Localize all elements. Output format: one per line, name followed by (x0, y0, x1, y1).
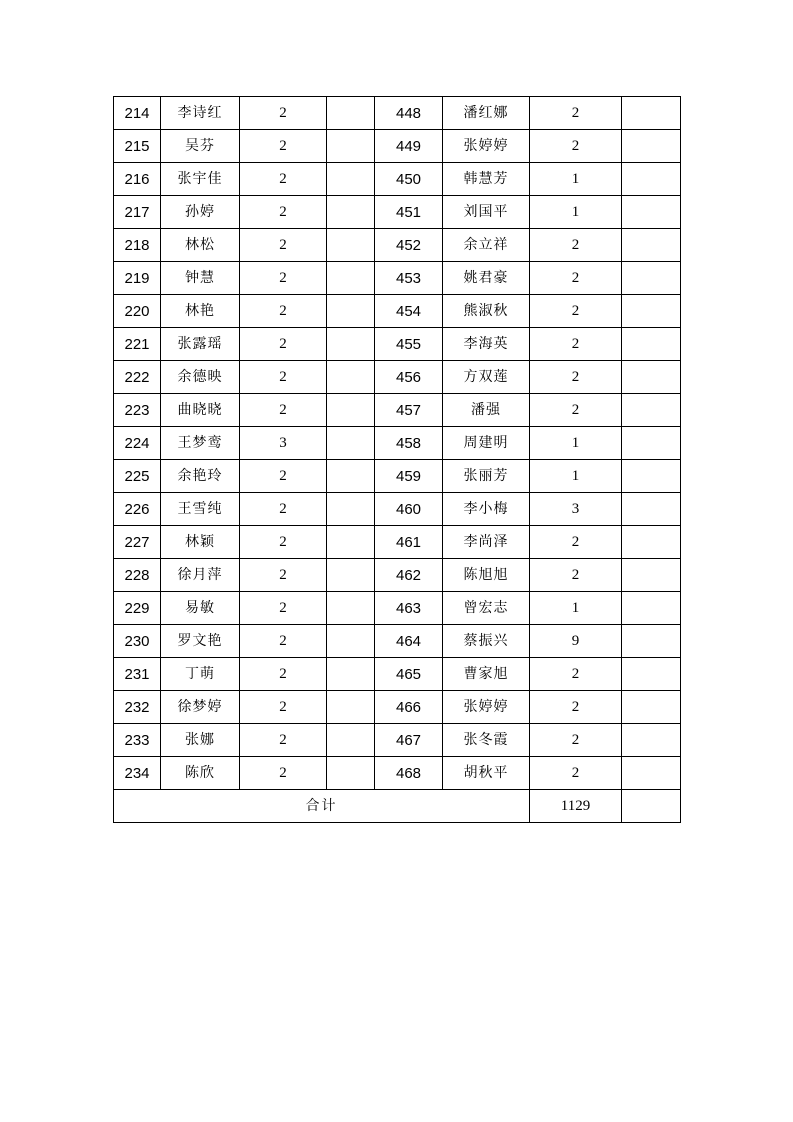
right-name-cell: 曹家旭 (443, 658, 530, 691)
left-number-cell: 225 (114, 460, 161, 493)
left-name-cell: 徐梦婷 (161, 691, 240, 724)
left-count-cell: 3 (240, 427, 327, 460)
left-number-cell: 232 (114, 691, 161, 724)
left-note-cell (327, 691, 375, 724)
right-number-cell: 461 (375, 526, 443, 559)
left-number-cell: 219 (114, 262, 161, 295)
right-name-cell: 刘国平 (443, 196, 530, 229)
left-name-cell: 孙婷 (161, 196, 240, 229)
left-note-cell (327, 196, 375, 229)
right-note-cell (622, 592, 681, 625)
right-number-cell: 449 (375, 130, 443, 163)
left-name-cell: 丁萌 (161, 658, 240, 691)
right-number-cell: 468 (375, 757, 443, 790)
right-note-cell (622, 658, 681, 691)
right-name-cell: 李尚泽 (443, 526, 530, 559)
right-name-cell: 潘强 (443, 394, 530, 427)
right-number-cell: 454 (375, 295, 443, 328)
left-name-cell: 张娜 (161, 724, 240, 757)
left-note-cell (327, 526, 375, 559)
left-count-cell: 2 (240, 724, 327, 757)
left-note-cell (327, 460, 375, 493)
left-count-cell: 2 (240, 493, 327, 526)
left-name-cell: 余德映 (161, 361, 240, 394)
left-number-cell: 228 (114, 559, 161, 592)
total-note-cell (622, 790, 681, 823)
right-number-cell: 464 (375, 625, 443, 658)
roster-table (113, 96, 681, 823)
right-number-cell: 456 (375, 361, 443, 394)
left-note-cell (327, 394, 375, 427)
right-count-cell: 2 (530, 361, 622, 394)
right-name-cell: 李海英 (443, 328, 530, 361)
right-note-cell (622, 724, 681, 757)
right-note-cell (622, 394, 681, 427)
left-count-cell: 2 (240, 460, 327, 493)
right-count-cell: 1 (530, 196, 622, 229)
right-name-cell: 陈旭旭 (443, 559, 530, 592)
left-count-cell: 2 (240, 361, 327, 394)
right-name-cell: 方双莲 (443, 361, 530, 394)
right-count-cell: 1 (530, 592, 622, 625)
left-number-cell: 221 (114, 328, 161, 361)
left-count-cell: 2 (240, 229, 327, 262)
left-note-cell (327, 97, 375, 130)
right-name-cell: 胡秋平 (443, 757, 530, 790)
table-row (114, 592, 681, 625)
left-name-cell: 张宇佳 (161, 163, 240, 196)
left-count-cell: 2 (240, 658, 327, 691)
right-note-cell (622, 262, 681, 295)
table-row (114, 658, 681, 691)
right-note-cell (622, 130, 681, 163)
right-number-cell: 448 (375, 97, 443, 130)
right-number-cell: 460 (375, 493, 443, 526)
left-note-cell (327, 229, 375, 262)
table-row (114, 295, 681, 328)
right-count-cell: 3 (530, 493, 622, 526)
right-number-cell: 453 (375, 262, 443, 295)
right-number-cell: 457 (375, 394, 443, 427)
left-name-cell: 张露瑶 (161, 328, 240, 361)
left-number-cell: 233 (114, 724, 161, 757)
left-number-cell: 227 (114, 526, 161, 559)
right-name-cell: 余立祥 (443, 229, 530, 262)
right-note-cell (622, 757, 681, 790)
right-name-cell: 张婷婷 (443, 130, 530, 163)
left-count-cell: 2 (240, 295, 327, 328)
left-note-cell (327, 658, 375, 691)
left-note-cell (327, 427, 375, 460)
right-note-cell (622, 493, 681, 526)
left-number-cell: 234 (114, 757, 161, 790)
right-count-cell: 2 (530, 691, 622, 724)
table-row (114, 130, 681, 163)
right-number-cell: 463 (375, 592, 443, 625)
left-count-cell: 2 (240, 757, 327, 790)
left-name-cell: 徐月萍 (161, 559, 240, 592)
left-name-cell: 曲晓晓 (161, 394, 240, 427)
right-count-cell: 2 (530, 559, 622, 592)
left-count-cell: 2 (240, 559, 327, 592)
total-label: 合计 (114, 790, 530, 823)
right-count-cell: 2 (530, 328, 622, 361)
right-name-cell: 蔡振兴 (443, 625, 530, 658)
left-note-cell (327, 625, 375, 658)
table-row (114, 427, 681, 460)
left-name-cell: 王梦鸾 (161, 427, 240, 460)
left-name-cell: 钟慧 (161, 262, 240, 295)
left-number-cell: 215 (114, 130, 161, 163)
roster-body (114, 97, 681, 790)
right-note-cell (622, 526, 681, 559)
left-name-cell: 王雪纯 (161, 493, 240, 526)
right-note-cell (622, 295, 681, 328)
left-number-cell: 222 (114, 361, 161, 394)
left-name-cell: 易敏 (161, 592, 240, 625)
right-note-cell (622, 328, 681, 361)
left-count-cell: 2 (240, 130, 327, 163)
right-name-cell: 曾宏志 (443, 592, 530, 625)
left-number-cell: 218 (114, 229, 161, 262)
left-name-cell: 余艳玲 (161, 460, 240, 493)
right-name-cell: 张丽芳 (443, 460, 530, 493)
right-count-cell: 2 (530, 97, 622, 130)
right-name-cell: 张冬霞 (443, 724, 530, 757)
table-row (114, 196, 681, 229)
table-row (114, 691, 681, 724)
left-count-cell: 2 (240, 163, 327, 196)
left-note-cell (327, 130, 375, 163)
left-count-cell: 2 (240, 625, 327, 658)
table-row (114, 757, 681, 790)
total-row (114, 790, 681, 823)
left-number-cell: 223 (114, 394, 161, 427)
left-number-cell: 216 (114, 163, 161, 196)
right-count-cell: 2 (530, 229, 622, 262)
table-row (114, 559, 681, 592)
left-number-cell: 214 (114, 97, 161, 130)
right-note-cell (622, 163, 681, 196)
left-count-cell: 2 (240, 97, 327, 130)
left-name-cell: 李诗红 (161, 97, 240, 130)
left-note-cell (327, 559, 375, 592)
left-note-cell (327, 163, 375, 196)
table-row (114, 163, 681, 196)
left-name-cell: 林颖 (161, 526, 240, 559)
right-count-cell: 2 (530, 295, 622, 328)
left-name-cell: 林艳 (161, 295, 240, 328)
table-row (114, 361, 681, 394)
left-number-cell: 230 (114, 625, 161, 658)
left-count-cell: 2 (240, 526, 327, 559)
right-count-cell: 1 (530, 460, 622, 493)
right-count-cell: 9 (530, 625, 622, 658)
right-number-cell: 462 (375, 559, 443, 592)
left-count-cell: 2 (240, 196, 327, 229)
right-number-cell: 458 (375, 427, 443, 460)
left-note-cell (327, 328, 375, 361)
right-name-cell: 李小梅 (443, 493, 530, 526)
right-note-cell (622, 361, 681, 394)
left-count-cell: 2 (240, 691, 327, 724)
left-number-cell: 220 (114, 295, 161, 328)
left-count-cell: 2 (240, 262, 327, 295)
right-count-cell: 2 (530, 394, 622, 427)
table-row (114, 262, 681, 295)
right-count-cell: 2 (530, 658, 622, 691)
right-note-cell (622, 229, 681, 262)
table-row (114, 394, 681, 427)
left-count-cell: 2 (240, 592, 327, 625)
right-count-cell: 1 (530, 427, 622, 460)
right-name-cell: 姚君豪 (443, 262, 530, 295)
right-count-cell: 2 (530, 757, 622, 790)
left-number-cell: 217 (114, 196, 161, 229)
right-note-cell (622, 460, 681, 493)
right-note-cell (622, 559, 681, 592)
right-name-cell: 韩慧芳 (443, 163, 530, 196)
table-row (114, 526, 681, 559)
right-count-cell: 2 (530, 262, 622, 295)
right-number-cell: 452 (375, 229, 443, 262)
right-note-cell (622, 97, 681, 130)
right-name-cell: 周建明 (443, 427, 530, 460)
right-number-cell: 451 (375, 196, 443, 229)
total-value: 1129 (530, 790, 622, 823)
right-number-cell: 459 (375, 460, 443, 493)
left-number-cell: 229 (114, 592, 161, 625)
right-number-cell: 465 (375, 658, 443, 691)
left-number-cell: 224 (114, 427, 161, 460)
table-row (114, 625, 681, 658)
left-number-cell: 231 (114, 658, 161, 691)
left-note-cell (327, 724, 375, 757)
left-count-cell: 2 (240, 394, 327, 427)
table-row (114, 460, 681, 493)
right-note-cell (622, 691, 681, 724)
left-number-cell: 226 (114, 493, 161, 526)
table-row (114, 229, 681, 262)
table-row (114, 97, 681, 130)
right-count-cell: 2 (530, 526, 622, 559)
right-note-cell (622, 427, 681, 460)
table-row (114, 493, 681, 526)
right-number-cell: 467 (375, 724, 443, 757)
right-count-cell: 1 (530, 163, 622, 196)
right-number-cell: 455 (375, 328, 443, 361)
left-name-cell: 吴芬 (161, 130, 240, 163)
right-count-cell: 2 (530, 724, 622, 757)
right-name-cell: 潘红娜 (443, 97, 530, 130)
table-row (114, 328, 681, 361)
right-name-cell: 张婷婷 (443, 691, 530, 724)
table-row (114, 724, 681, 757)
left-note-cell (327, 262, 375, 295)
right-note-cell (622, 196, 681, 229)
left-note-cell (327, 361, 375, 394)
left-name-cell: 林松 (161, 229, 240, 262)
left-note-cell (327, 493, 375, 526)
left-name-cell: 罗文艳 (161, 625, 240, 658)
left-note-cell (327, 295, 375, 328)
right-count-cell: 2 (530, 130, 622, 163)
left-note-cell (327, 592, 375, 625)
left-count-cell: 2 (240, 328, 327, 361)
left-note-cell (327, 757, 375, 790)
right-number-cell: 450 (375, 163, 443, 196)
right-note-cell (622, 625, 681, 658)
left-name-cell: 陈欣 (161, 757, 240, 790)
right-number-cell: 466 (375, 691, 443, 724)
right-name-cell: 熊淑秋 (443, 295, 530, 328)
